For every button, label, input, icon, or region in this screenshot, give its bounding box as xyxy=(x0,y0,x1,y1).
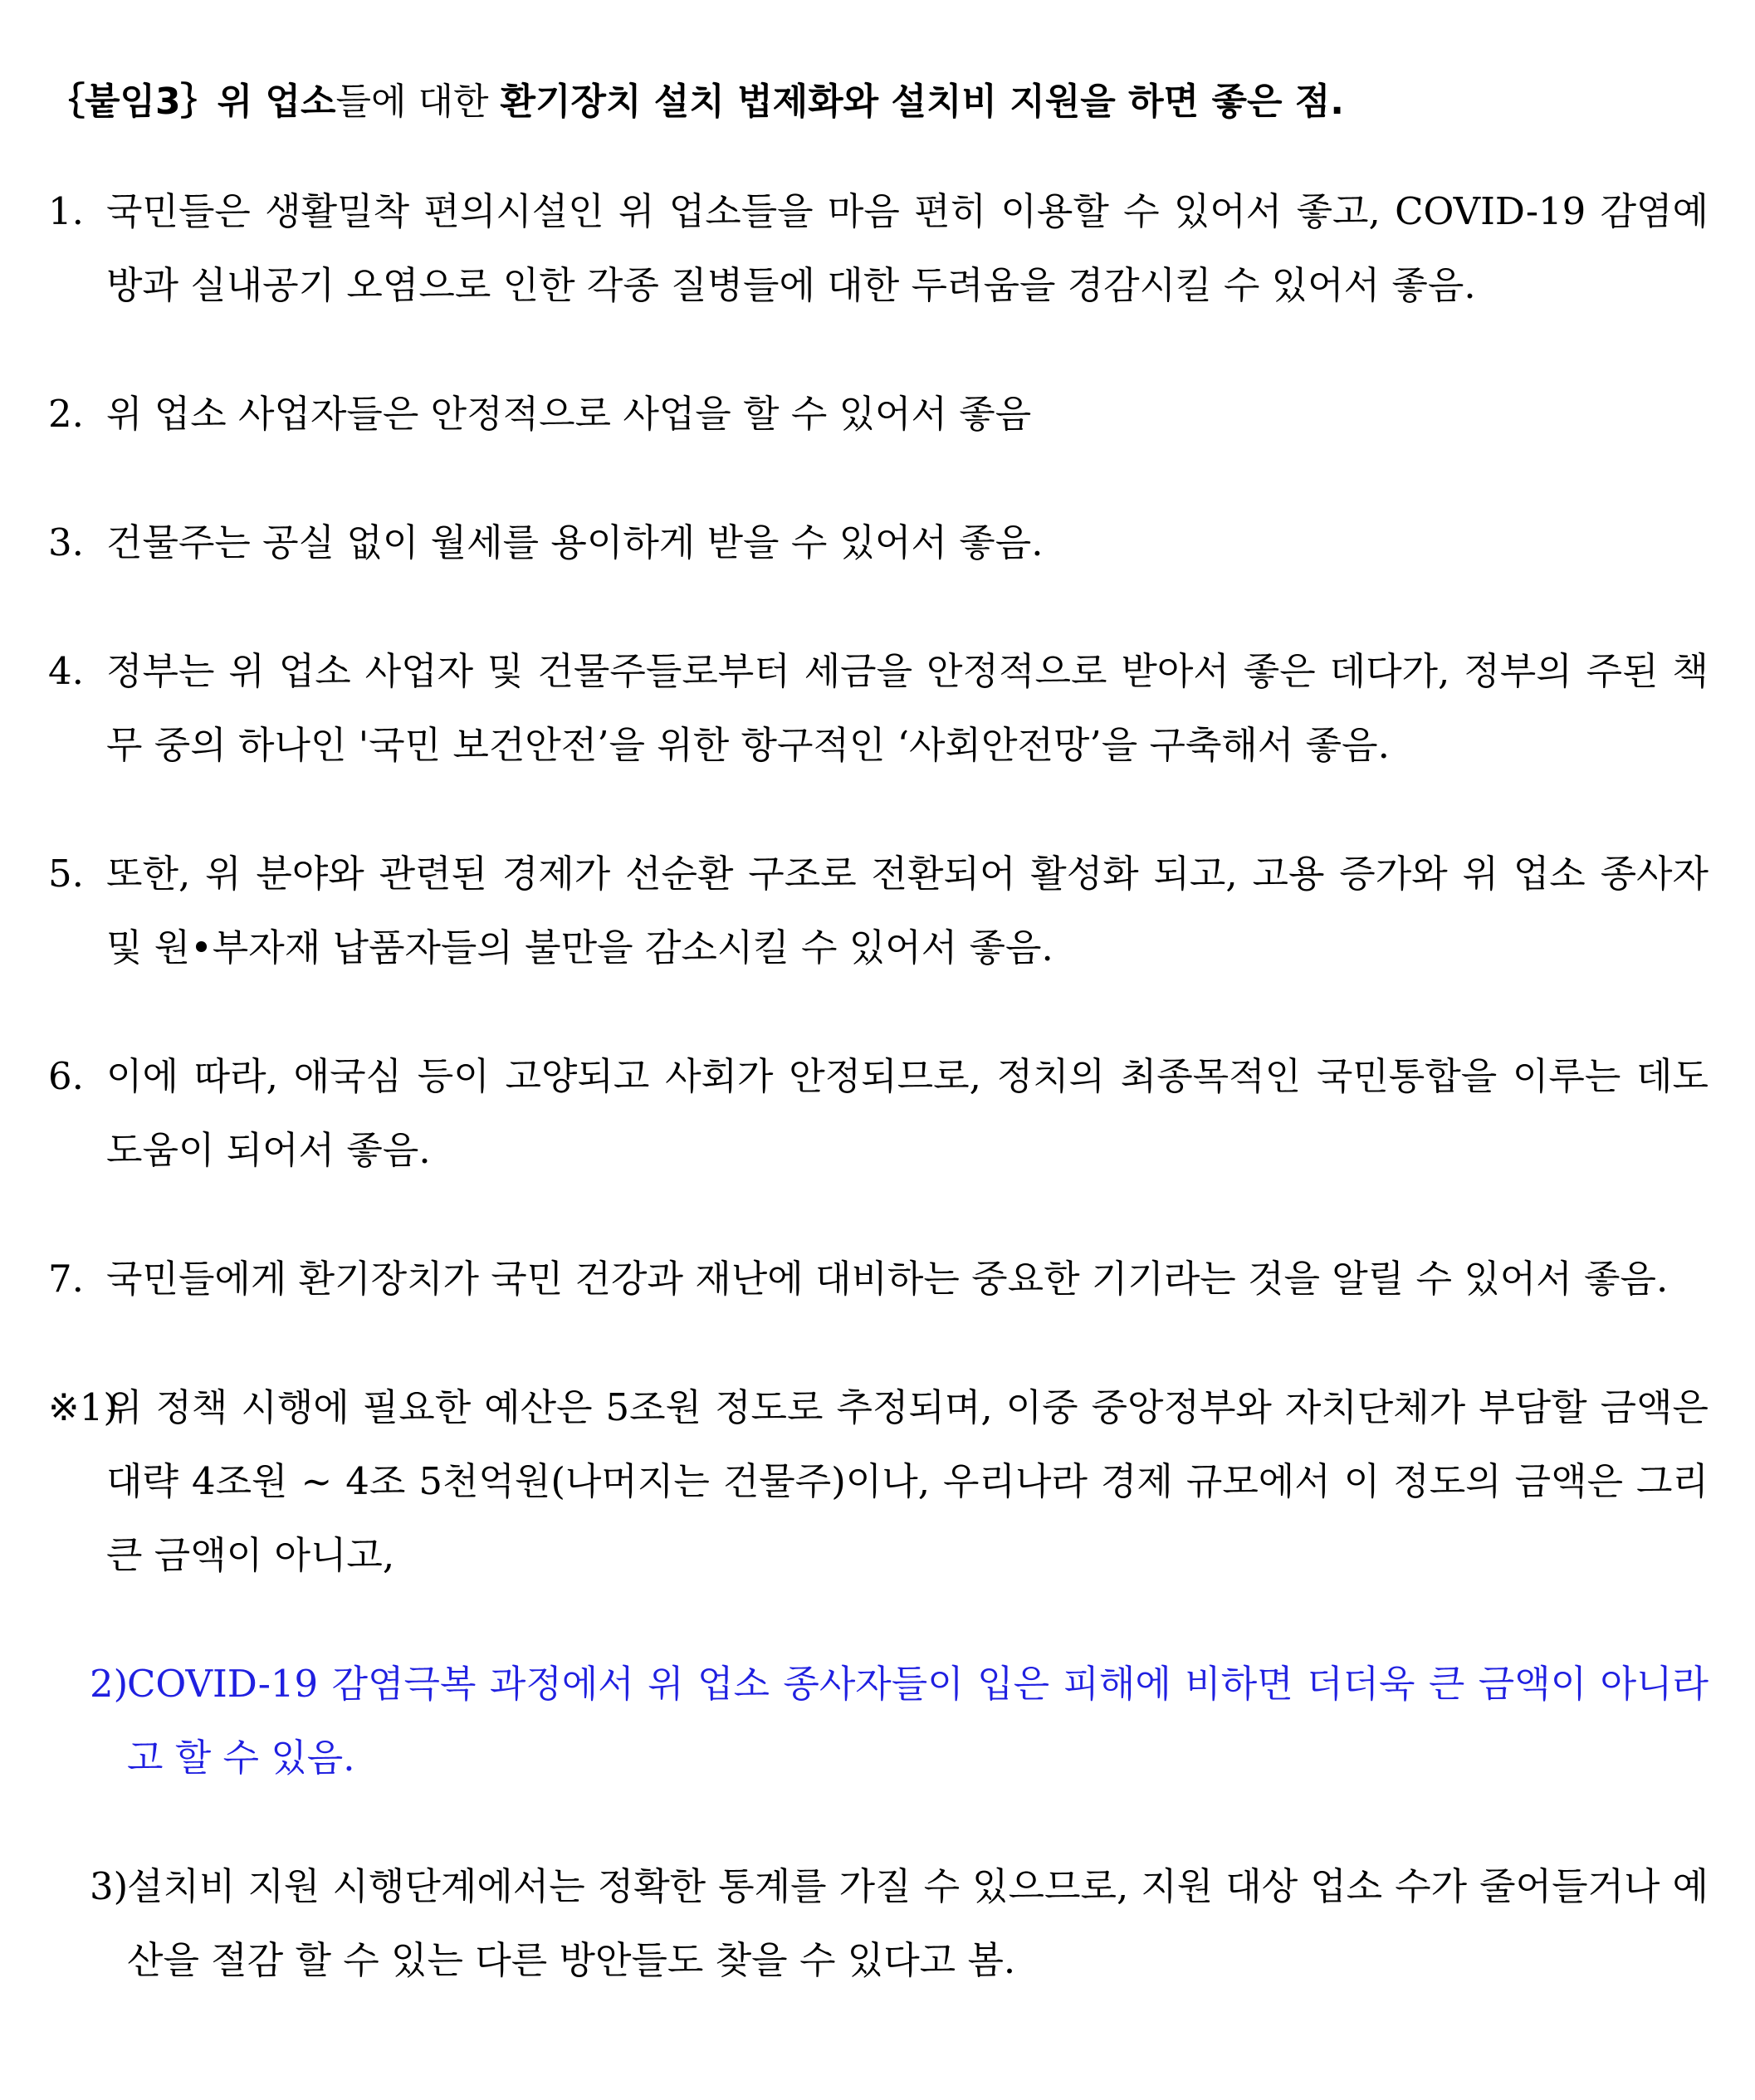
item-number: 7. xyxy=(48,1257,84,1301)
note-number: 3) xyxy=(90,1864,129,1908)
item-text: 또한, 위 분야와 관련된 경제가 선순환 구조로 전환되어 활성화 되고, 고용 증가와 위 업소 종사자 및 원•부자재 납품자들의 불만을 감소시킬 수 있어서 좋음. xyxy=(106,852,1709,969)
document-heading xyxy=(48,65,1709,139)
item-text: 국민들에게 환기장치가 국민 건강과 재난에 대비하는 중요한 기기라는 것을 알릴 수 있어서 좋음. xyxy=(106,1257,1669,1301)
list-item xyxy=(48,1242,1709,1316)
document-page xyxy=(48,65,1709,1997)
note-number: 2) xyxy=(90,1662,129,1706)
heading-connector: 들에 대한 xyxy=(335,81,501,123)
item-number: 5. xyxy=(48,852,84,896)
attachment-label: ｛붙임3｝ xyxy=(48,81,218,123)
item-number: 2. xyxy=(48,392,84,436)
list-item xyxy=(48,377,1709,451)
note-text: 설치비 지원 시행단계에서는 정확한 통계를 가질 수 있으므로, 지원 대상 업소 수가 줄어들거나 예산을 절감 할 수 있는 다른 방안들도 찾을 수 있다고 봄. xyxy=(127,1864,1709,1982)
note-text: 위 정책 시행에 필요한 예산은 5조원 정도로 추정되며, 이중 중앙정부와 자치단체가 부담할 금액은 대략 4조원 ~ 4조 5천억원(나머지는 건물주)이나, 우리나라 경제 규모에서 이 정도의 금액은 그리 큰 금액이 아니고, xyxy=(106,1385,1709,1577)
item-number: 6. xyxy=(48,1054,84,1098)
item-text: 위 업소 사업자들은 안정적으로 사업을 할 수 있어서 좋음 xyxy=(106,392,1032,436)
item-text: 이에 따라, 애국심 등이 고양되고 사회가 안정되므로, 정치의 최종목적인 국민통합을 이루는 데도 도움이 되어서 좋음. xyxy=(106,1054,1709,1172)
item-number: 3. xyxy=(48,520,84,564)
list-item xyxy=(48,1039,1709,1187)
note-number: ※1) xyxy=(48,1385,118,1429)
item-text: 건물주는 공실 없이 월세를 용이하게 받을 수 있어서 좋음. xyxy=(106,520,1044,564)
heading-subject: 위 업소 xyxy=(217,81,336,123)
list-item xyxy=(48,634,1709,782)
list-item xyxy=(48,837,1709,984)
heading-topic: 환기장치 설치 법제화와 설치비 지원을 하면 좋은 점. xyxy=(500,81,1344,123)
list-item xyxy=(48,174,1709,322)
item-number: 1. xyxy=(48,189,84,233)
note-text: COVID-19 감염극복 과정에서 위 업소 종사자들이 입은 피해에 비하면 더더욱 큰 금액이 아니라고 할 수 있음. xyxy=(127,1662,1709,1780)
item-number: 4. xyxy=(48,649,84,693)
statistics-note xyxy=(90,1849,1709,1997)
item-text: 국민들은 생활밀착 편의시설인 위 업소들을 마음 편히 이용할 수 있어서 좋고, COVID-19 감염예방과 실내공기 오염으로 인한 각종 질병들에 대한 두려움을 경감시킬 수 있어서 좋음. xyxy=(106,189,1709,307)
item-text: 정부는 위 업소 사업자 및 건물주들로부터 세금을 안정적으로 받아서 좋은 데다가, 정부의 주된 책무 중의 하나인 '국민 보건안전’을 위한 항구적인 ‘사회안전망’을 구축해서 좋음. xyxy=(106,649,1709,767)
list-item xyxy=(48,505,1709,579)
damage-note xyxy=(90,1647,1709,1795)
budget-note xyxy=(48,1370,1709,1592)
